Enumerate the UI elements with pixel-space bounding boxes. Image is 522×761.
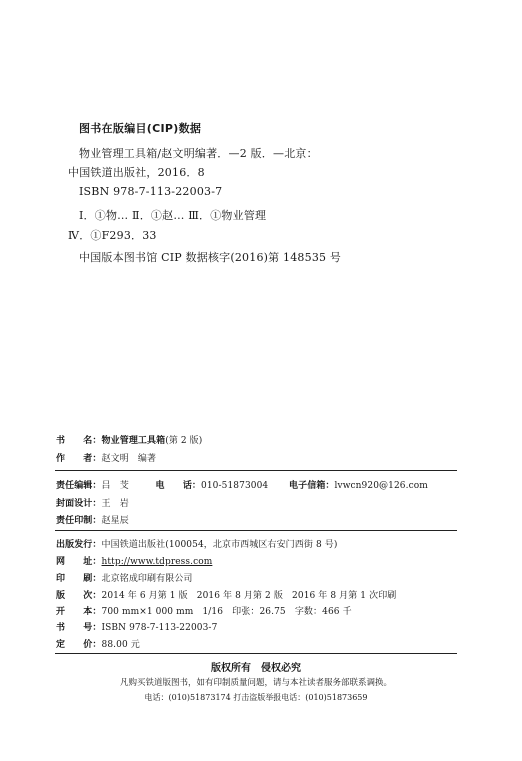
print-supervisor-value: 赵星辰 xyxy=(101,516,129,526)
printer-row xyxy=(56,571,193,584)
divider-3 xyxy=(55,653,457,654)
website-row xyxy=(56,554,212,567)
email-label: 电子信箱： xyxy=(289,481,335,491)
website-label: 网 址： xyxy=(56,557,102,567)
author-row xyxy=(56,451,156,464)
phone-value: 010-51873004 xyxy=(201,481,269,491)
contact-phones: 电话：(010)51873174 打击盗版举报电话：(010)51873659 xyxy=(144,693,368,702)
cover-design-value: 王 岩 xyxy=(101,499,129,509)
publisher-row xyxy=(56,537,337,550)
replacement-notice: 凡购买铁道版图书，如有印制质量问题，请与本社读者服务部联系调换。 xyxy=(119,678,392,688)
book-edition: (第 2 版) xyxy=(165,436,203,446)
cip-subject-line-1: Ⅰ．①物… Ⅱ．①赵… Ⅲ．①物业管理 xyxy=(79,209,267,222)
print-supervisor-label: 责任印制： xyxy=(56,516,102,526)
cip-core-number: 中国版本图书馆 CIP 数据核字(2016)第 148535 号 xyxy=(79,251,342,264)
website-link[interactable]: http://www.tdpress.com xyxy=(101,557,213,567)
edition-label: 版 次： xyxy=(56,591,102,601)
divider-2 xyxy=(55,530,457,531)
editor-row xyxy=(56,478,428,491)
email-value: lvwcn920@126.com xyxy=(334,481,428,491)
rights-notice: 版权所有 侵权必究 xyxy=(211,663,301,674)
editor-label: 责任编辑： xyxy=(56,481,102,491)
editor-value: 吕 芠 xyxy=(101,481,129,491)
cover-design-row xyxy=(56,496,129,509)
phone-label: 电 话： xyxy=(155,481,202,491)
print-supervisor-row xyxy=(56,513,129,526)
price-value: 88.00 元 xyxy=(101,640,140,650)
format-label: 开 本： xyxy=(56,607,102,617)
book-title-label: 书 名： xyxy=(56,436,102,446)
divider-1 xyxy=(55,470,457,471)
printer-value: 北京铭成印刷有限公司 xyxy=(101,574,193,584)
book-number-row xyxy=(56,620,217,633)
publisher-value: 中国铁道出版社(100054，北京市西城区右安门西街 8 号) xyxy=(101,540,338,550)
book-title-value: 物业管理工具箱 xyxy=(101,436,166,446)
cover-design-label: 封面设计： xyxy=(56,499,102,509)
format-value: 700 mm×1 000 mm 1/16 印张：26.75 字数：466 千 xyxy=(101,607,352,617)
price-row xyxy=(56,637,140,650)
author-value: 赵文明 编著 xyxy=(101,454,157,464)
price-label: 定 价： xyxy=(56,640,102,650)
book-number-label: 书 号： xyxy=(56,623,102,633)
cip-heading: 图书在版编目(CIP)数据 xyxy=(79,122,202,135)
author-label: 作 者： xyxy=(56,454,102,464)
book-title-row xyxy=(56,433,202,446)
cip-publisher-line: 中国铁道出版社，2016．8 xyxy=(68,166,205,179)
printer-label: 印 刷： xyxy=(56,574,102,584)
cip-subject-line-2: Ⅳ．①F293．33 xyxy=(68,229,157,242)
edition-row xyxy=(56,588,396,601)
edition-value: 2014 年 6 月第 1 版 2016 年 8 月第 2 版 2016 年 8 月第 1 次印刷 xyxy=(101,591,397,601)
book-number-value: ISBN 978-7-113-22003-7 xyxy=(101,623,218,633)
cip-isbn: ISBN 978-7-113-22003-7 xyxy=(79,185,223,198)
format-row xyxy=(56,604,352,617)
cip-title-line: 物业管理工具箱/赵文明编著．—2 版．—北京： xyxy=(79,147,318,160)
publisher-label: 出版发行： xyxy=(56,540,102,550)
